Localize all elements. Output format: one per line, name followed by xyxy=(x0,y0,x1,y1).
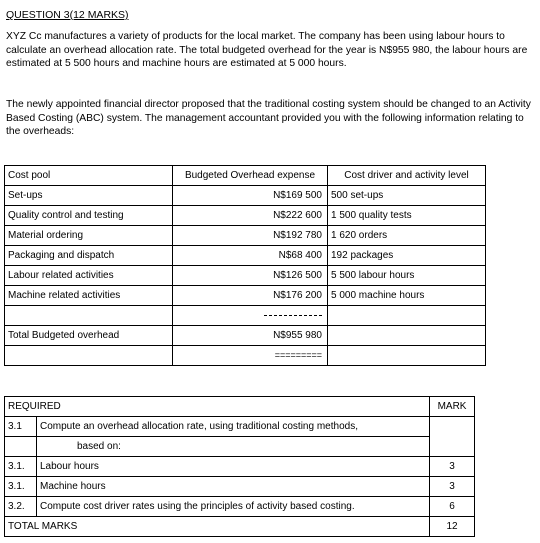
table-row xyxy=(5,206,486,226)
table-row xyxy=(5,497,475,517)
cost-pool: Labour related activities xyxy=(5,266,173,286)
subtotal-row xyxy=(5,306,486,326)
table-row xyxy=(5,286,486,306)
total-marks-value: 12 xyxy=(430,517,475,537)
cost-table-header xyxy=(5,166,486,186)
col-header-cost-pool: Cost pool xyxy=(5,166,173,186)
expense: N$126 500 xyxy=(173,266,328,286)
expense: N$222 600 xyxy=(173,206,328,226)
cost-pool: Packaging and dispatch xyxy=(5,246,173,266)
required-table xyxy=(4,396,475,537)
cost-pool-table xyxy=(4,165,486,366)
question-number: 3.1. xyxy=(5,457,37,477)
intro-paragraph: XYZ Cc manufactures a variety of products for the local market. The company has been using labour hours to calculate an overhead allocation rate. The total budgeted overhead for the year is N$955 980, the labour hours are estimated at 5 500 hours and machine hours are estimated at 5 000 hours. xyxy=(6,31,528,69)
question-mark: 6 xyxy=(430,497,475,517)
question-mark: 3 xyxy=(430,457,475,477)
cost-pool: Material ordering xyxy=(5,226,173,246)
question-heading: QUESTION 3(12 MARKS) xyxy=(6,9,129,21)
expense: N$68 400 xyxy=(173,246,328,266)
abc-paragraph: The newly appointed financial director proposed that the traditional costing system should be changed to an Activity Based Costing (ABC) system. The management accountant provided you with the following information relating to the overheads: xyxy=(6,99,531,137)
cost-pool: Machine related activities xyxy=(5,286,173,306)
question-text: Compute cost driver rates using the principles of activity based costing. xyxy=(37,497,430,517)
table-row xyxy=(5,226,486,246)
double-underline-row xyxy=(5,346,486,366)
table-row xyxy=(5,266,486,286)
single-underline xyxy=(264,315,322,316)
question-mark xyxy=(430,417,475,457)
driver: 192 packages xyxy=(328,246,486,266)
question-text: Machine hours xyxy=(37,477,430,497)
table-row xyxy=(5,417,475,437)
question-number: 3.1 xyxy=(5,417,37,437)
expense: N$169 500 xyxy=(173,186,328,206)
driver: 5 000 machine hours xyxy=(328,286,486,306)
question-text: Labour hours xyxy=(37,457,430,477)
col-header-driver: Cost driver and activity level xyxy=(328,166,486,186)
expense: N$192 780 xyxy=(173,226,328,246)
question-number: 3.1. xyxy=(5,477,37,497)
total-row xyxy=(5,326,486,346)
total-marks-row xyxy=(5,517,475,537)
mark-header: MARK xyxy=(430,397,475,417)
question-mark: 3 xyxy=(430,477,475,497)
question-text-continued: based on: xyxy=(37,437,430,457)
double-underline: ========= xyxy=(274,350,322,360)
total-value: N$955 980 xyxy=(173,326,328,346)
table-row xyxy=(5,457,475,477)
driver: 1 620 orders xyxy=(328,226,486,246)
table-row xyxy=(5,186,486,206)
expense: N$176 200 xyxy=(173,286,328,306)
total-label: Total Budgeted overhead xyxy=(5,326,173,346)
table-row xyxy=(5,477,475,497)
cost-pool: Quality control and testing xyxy=(5,206,173,226)
question-number: 3.2. xyxy=(5,497,37,517)
cost-pool: Set-ups xyxy=(5,186,173,206)
driver: 5 500 labour hours xyxy=(328,266,486,286)
question-text: Compute an overhead allocation rate, using traditional costing methods, xyxy=(37,417,430,437)
required-header: REQUIRED xyxy=(5,397,430,417)
total-marks-label: TOTAL MARKS xyxy=(5,517,430,537)
driver: 500 set-ups xyxy=(328,186,486,206)
table-row xyxy=(5,437,475,457)
driver: 1 500 quality tests xyxy=(328,206,486,226)
col-header-expense: Budgeted Overhead expense xyxy=(173,166,328,186)
required-header-row xyxy=(5,397,475,417)
table-row xyxy=(5,246,486,266)
